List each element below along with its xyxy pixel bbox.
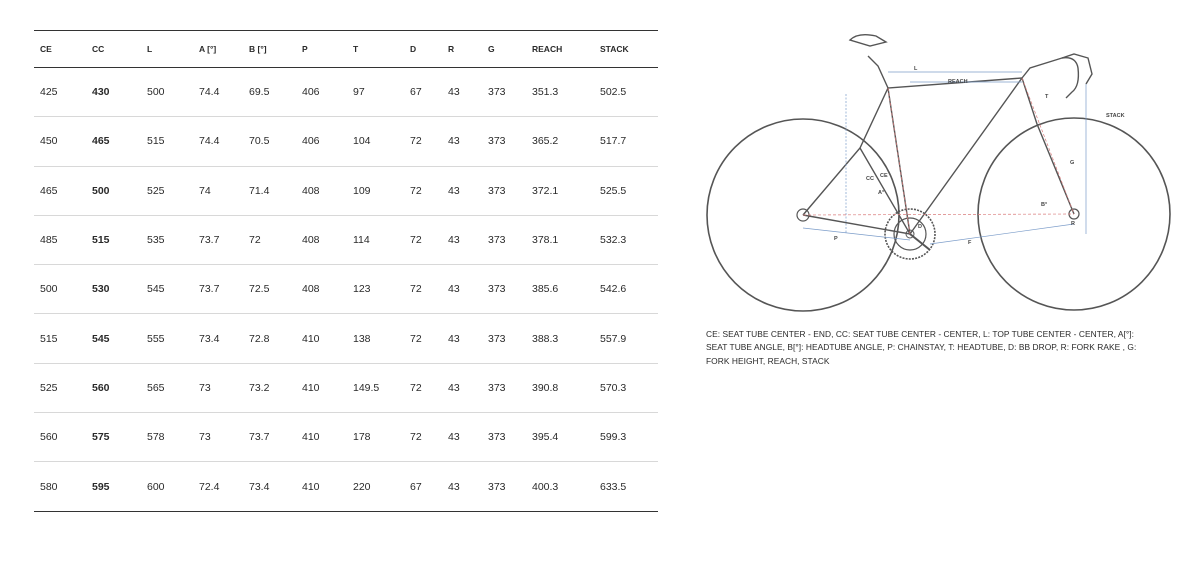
dim-label-g: G	[1070, 160, 1075, 166]
table-cell: 525	[147, 166, 199, 215]
dim-label-cc: CC	[866, 176, 874, 182]
table-cell: 385.6	[532, 265, 600, 314]
table-row	[34, 215, 658, 264]
table-cell: 500	[92, 166, 147, 215]
col-header-d: D	[410, 31, 448, 68]
table-cell: 67	[410, 462, 448, 511]
table-cell: 73	[199, 413, 249, 462]
table-cell: 406	[302, 117, 353, 166]
table-cell: 72	[410, 215, 448, 264]
table-cell: 104	[353, 117, 410, 166]
table-cell: 500	[34, 265, 92, 314]
table-cell: 408	[302, 215, 353, 264]
col-header-b: B [°]	[249, 31, 302, 68]
table-cell: 372.1	[532, 166, 600, 215]
table-cell: 67	[410, 68, 448, 117]
col-header-t: T	[353, 31, 410, 68]
table-cell: 400.3	[532, 462, 600, 511]
table-cell: 373	[488, 265, 532, 314]
table-cell: 465	[34, 166, 92, 215]
table-cell: 43	[448, 314, 488, 363]
table-cell: 545	[92, 314, 147, 363]
table-cell: 351.3	[532, 68, 600, 117]
table-cell: 378.1	[532, 215, 600, 264]
table-cell: 408	[302, 166, 353, 215]
table-cell: 410	[302, 314, 353, 363]
table-cell: 450	[34, 117, 92, 166]
table-cell: 570.3	[600, 363, 658, 412]
table-cell: 373	[488, 215, 532, 264]
table-header-row	[34, 31, 658, 68]
table-cell: 430	[92, 68, 147, 117]
table-cell: 388.3	[532, 314, 600, 363]
table-row	[34, 413, 658, 462]
table-cell: 72.8	[249, 314, 302, 363]
table-cell: 97	[353, 68, 410, 117]
table-cell: 72.5	[249, 265, 302, 314]
table-cell: 43	[448, 215, 488, 264]
table-cell: 502.5	[600, 68, 658, 117]
table-cell: 109	[353, 166, 410, 215]
dim-label-f: F	[968, 240, 972, 246]
table-cell: 578	[147, 413, 199, 462]
table-cell: 74.4	[199, 68, 249, 117]
table-cell: 43	[448, 117, 488, 166]
table-cell: 515	[147, 117, 199, 166]
col-header-cc: CC	[92, 31, 147, 68]
dim-label-reach: REACH	[948, 79, 968, 85]
table-cell: 70.5	[249, 117, 302, 166]
table-cell: 575	[92, 413, 147, 462]
table-cell: 73.2	[249, 363, 302, 412]
table-cell: 43	[448, 462, 488, 511]
geometry-legend: CE: SEAT TUBE CENTER - END, CC: SEAT TUBE CENTER - CENTER, L: TOP TUBE CENTER - CENTER, A[°]: SEAT TUBE ANGLE, B[°]: HEADTUBE ANGLE, P: CHAINSTAY, T: HEADTUBE, D: BB DROP, R: FORK RAKE , G: FORK HEIGHT, REACH, STACK	[706, 329, 1137, 366]
table-cell: 73.4	[249, 462, 302, 511]
table-row	[34, 265, 658, 314]
dim-label-stack: STACK	[1106, 113, 1125, 119]
table-cell: 73.4	[199, 314, 249, 363]
table-cell: 123	[353, 265, 410, 314]
table-cell: 72	[249, 215, 302, 264]
dim-label-b: B°	[1041, 202, 1048, 208]
table-cell: 365.2	[532, 117, 600, 166]
table-cell: 555	[147, 314, 199, 363]
table-cell: 72	[410, 117, 448, 166]
table-cell: 73	[199, 363, 249, 412]
col-header-l: L	[147, 31, 199, 68]
table-cell: 373	[488, 166, 532, 215]
table-cell: 560	[92, 363, 147, 412]
dim-label-p: P	[834, 236, 838, 242]
col-header-g: G	[488, 31, 532, 68]
table-cell: 560	[34, 413, 92, 462]
table-cell: 72.4	[199, 462, 249, 511]
table-cell: 72	[410, 363, 448, 412]
bike-geometry-diagram	[700, 28, 1175, 318]
table-cell: 43	[448, 166, 488, 215]
table-cell: 74	[199, 166, 249, 215]
table-cell: 373	[488, 68, 532, 117]
table-cell: 500	[147, 68, 199, 117]
table-cell: 532.3	[600, 215, 658, 264]
table-cell: 373	[488, 117, 532, 166]
table-cell: 178	[353, 413, 410, 462]
table-cell: 138	[353, 314, 410, 363]
col-header-p: P	[302, 31, 353, 68]
table-cell: 114	[353, 215, 410, 264]
table-cell: 74.4	[199, 117, 249, 166]
table-row	[34, 117, 658, 166]
table-cell: 408	[302, 265, 353, 314]
table-row	[34, 166, 658, 215]
table-body	[34, 68, 658, 512]
table-row	[34, 68, 658, 117]
table-cell: 72	[410, 413, 448, 462]
dim-label-r: R	[1071, 221, 1075, 227]
table-cell: 525.5	[600, 166, 658, 215]
dim-label-d: D	[918, 224, 922, 230]
table-cell: 542.6	[600, 265, 658, 314]
table-cell: 149.5	[353, 363, 410, 412]
table-cell: 535	[147, 215, 199, 264]
table-cell: 72	[410, 166, 448, 215]
table-cell: 406	[302, 68, 353, 117]
table-cell: 410	[302, 363, 353, 412]
table-cell: 517.7	[600, 117, 658, 166]
table-cell: 580	[34, 462, 92, 511]
table-cell: 373	[488, 462, 532, 511]
table-cell: 595	[92, 462, 147, 511]
table-cell: 373	[488, 314, 532, 363]
table-cell: 43	[448, 363, 488, 412]
dim-label-t: T	[1045, 94, 1049, 100]
table-cell: 43	[448, 68, 488, 117]
table-cell: 72	[410, 314, 448, 363]
table-cell: 557.9	[600, 314, 658, 363]
table-cell: 633.5	[600, 462, 658, 511]
table-cell: 410	[302, 462, 353, 511]
table-cell: 525	[34, 363, 92, 412]
dimension-lines	[803, 72, 1086, 244]
dim-label-l: L	[914, 66, 918, 72]
table-cell: 71.4	[249, 166, 302, 215]
col-header-reach: REACH	[532, 31, 600, 68]
table-cell: 373	[488, 363, 532, 412]
table-cell: 410	[302, 413, 353, 462]
geometry-table	[34, 30, 658, 512]
col-header-ce: CE	[34, 31, 92, 68]
table-cell: 72	[410, 265, 448, 314]
table-cell: 600	[147, 462, 199, 511]
dim-label-a: A°	[878, 190, 885, 196]
table-cell: 530	[92, 265, 147, 314]
table-cell: 485	[34, 215, 92, 264]
col-header-stack: STACK	[600, 31, 658, 68]
table-cell: 220	[353, 462, 410, 511]
table-cell: 73.7	[199, 265, 249, 314]
table-cell: 545	[147, 265, 199, 314]
table-row	[34, 462, 658, 511]
table-cell: 43	[448, 413, 488, 462]
table-cell: 73.7	[199, 215, 249, 264]
table-cell: 565	[147, 363, 199, 412]
table-cell: 73.7	[249, 413, 302, 462]
col-header-r: R	[448, 31, 488, 68]
table-cell: 599.3	[600, 413, 658, 462]
table-cell: 69.5	[249, 68, 302, 117]
table-row	[34, 314, 658, 363]
dim-label-ce: CE	[880, 173, 888, 179]
table-cell: 515	[34, 314, 92, 363]
table-row	[34, 363, 658, 412]
table-cell: 390.8	[532, 363, 600, 412]
table-cell: 373	[488, 413, 532, 462]
table-cell: 515	[92, 215, 147, 264]
table-cell: 465	[92, 117, 147, 166]
table-cell: 43	[448, 265, 488, 314]
table-cell: 395.4	[532, 413, 600, 462]
table-cell: 425	[34, 68, 92, 117]
col-header-a: A [°]	[199, 31, 249, 68]
